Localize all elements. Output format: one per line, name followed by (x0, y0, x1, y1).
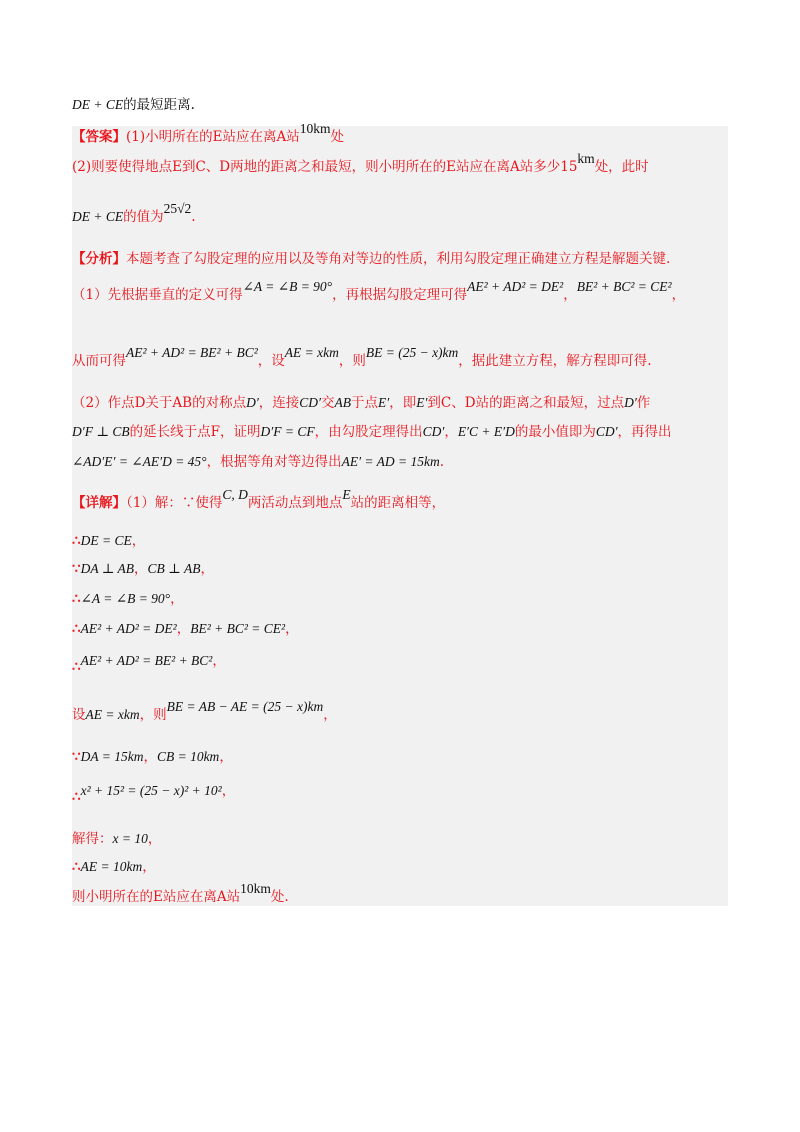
detail-line-10: 解得：x = 10， (72, 831, 162, 847)
detail-line-1: 【详解】（1）解：∵使得C, D两活动点到地点E站的距离相等， (72, 487, 446, 511)
intro-line: DE + CE的最短距离. (72, 97, 195, 113)
analysis-line-2: （1）先根据垂直的定义可得∠A = ∠B = 90°，再根据勾股定理可得AE² + AD² = DE²，BE² + BC² = CE²， (72, 279, 686, 303)
detail-line-9: ∴x² + 15² = (25 − x)² + 10²， (72, 783, 236, 805)
answer-line-3: DE + CE的值为25√2. (72, 201, 196, 225)
analysis-line-4: （2）作点D关于AB的对称点D′，连接CD′交AB于点E′，即E′到C、D站的距离之和最短，过点D′作 (72, 395, 651, 411)
detail-line-7: 设AE = xkm，则BE = AB − AE = (25 − x)km， (72, 699, 337, 723)
detail-line-3: ∵DA ⊥ AB，CB ⊥ AB， (72, 561, 214, 577)
detail-line-4: ∴∠A = ∠B = 90°， (72, 591, 184, 607)
answer-line-2: (2)则要使得地点E到C、D两地的距离之和最短，则小明所在的E站应在离A站多少15km处，此时 (72, 151, 649, 175)
detail-line-8: ∵DA = 15km，CB = 10km， (72, 749, 233, 765)
analysis-line-3: 从而可得AE² + AD² = BE² + BC²，设AE = xkm，则BE = (25 − x)km，据此建立方程，解方程即可得. (72, 345, 652, 369)
detail-line-2: ∴DE = CE， (72, 533, 146, 549)
answer-line-1: 【答案】(1)小明所在的E站应在离A站10km处 (72, 121, 344, 145)
detail-line-12: 则小明所在的E站应在离A站10km处. (72, 881, 289, 905)
analysis-line-5: D′F ⊥ CB的延长线于点F，证明D′F = CF，由勾股定理得出CD′，E′C + E′D的最小值即为CD′，再得出 (72, 424, 672, 440)
analysis-line-6: ∠AD′E′ = ∠AE′D = 45°，根据等角对等边得出AE′ = AD = 15km. (72, 454, 445, 470)
detail-line-6: ∴AE² + AD² = BE² + BC²， (72, 653, 226, 675)
analysis-line-1: 【分析】本题考查了勾股定理的应用以及等角对等边的性质，利用勾股定理正确建立方程是解题关键. (72, 251, 671, 267)
detail-line-11: ∴AE = 10km， (72, 859, 156, 875)
detail-line-5: ∴AE² + AD² = DE²，BE² + BC² = CE²， (72, 621, 299, 637)
